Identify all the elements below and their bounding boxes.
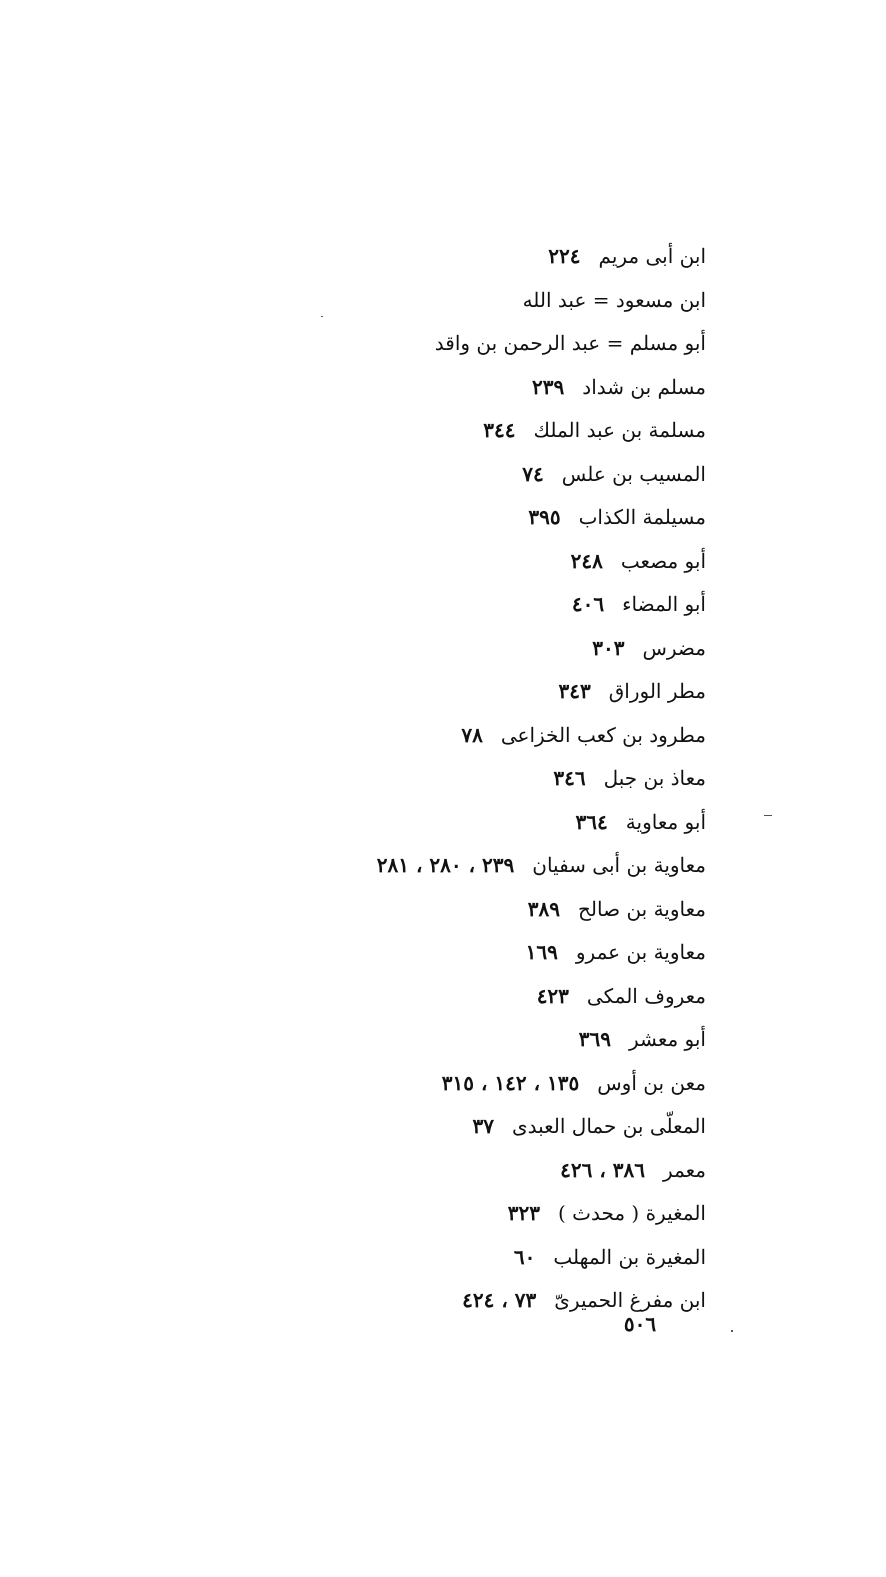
index-entry	[146, 322, 706, 366]
entry-pages: ٣٢٣	[507, 1201, 540, 1225]
entry-pages: ١٣٥ ، ١٤٢ ، ٣١٥	[441, 1070, 580, 1095]
index-entry	[146, 757, 706, 801]
entry-name: المغيرة ( محدث )	[557, 1201, 706, 1225]
entry-name: معاوية بن صالح	[578, 896, 706, 921]
entry-name: المعلّى بن حمال العبدى	[511, 1114, 706, 1138]
entry-name: معاوية بن أبى سفيان	[532, 853, 706, 877]
entry-name: مسيلمة الكذاب	[578, 505, 706, 529]
entry-name: مطر الوراق	[608, 679, 706, 703]
index-entry	[146, 583, 706, 627]
entry-pages: ٣٩٥	[528, 505, 561, 529]
scan-speck	[764, 815, 772, 816]
entry-name: المغيرة بن المهلب	[553, 1244, 706, 1269]
index-entry	[146, 1149, 706, 1193]
entry-name: ابن أبى مريم	[598, 244, 706, 268]
entry-name: ابن مسعود = عبد الله	[522, 287, 706, 312]
page-number: ٥٠٦	[623, 1312, 657, 1336]
index-entry	[146, 670, 706, 714]
index-entry	[146, 1062, 706, 1106]
entry-pages: ٢٢٤	[548, 244, 581, 268]
entry-pages: ٣٨٦ ، ٤٢٦	[560, 1157, 646, 1182]
entry-name: مضرس	[642, 635, 706, 660]
index-entry	[146, 540, 706, 584]
entry-name: أبو مصعب	[620, 548, 706, 573]
entry-pages: ٦٠	[513, 1244, 536, 1269]
index-entry	[146, 453, 706, 497]
index-entry	[146, 627, 706, 671]
index-entry	[146, 975, 706, 1019]
entry-name: أبو مسلم = عبد الرحمن بن واقد	[434, 331, 706, 355]
entry-name: أبو معشر	[628, 1027, 706, 1051]
index-entry	[146, 409, 706, 453]
entry-name: معن بن أوس	[597, 1070, 706, 1095]
entry-name: أبو معاوية	[625, 809, 706, 834]
scan-speck	[731, 1330, 733, 1332]
index-list	[146, 235, 706, 1323]
index-entry	[146, 714, 706, 758]
index-entry	[146, 1018, 706, 1062]
index-entry	[146, 496, 706, 540]
entry-pages: ٣٧	[472, 1114, 494, 1138]
index-entry	[146, 1192, 706, 1236]
entry-pages: ٢٣٩ ، ٢٨٠ ، ٢٨١	[376, 853, 515, 877]
entry-name: معروف المكى	[586, 983, 706, 1008]
index-entry	[146, 1236, 706, 1280]
entry-pages: ٣٤٤	[483, 418, 516, 442]
entry-name: مسلم بن شداد	[582, 374, 706, 399]
entry-name: ابن مفرغ الحميرىّ	[554, 1288, 706, 1312]
entry-pages: ٧٣ ، ٤٢٤	[462, 1288, 537, 1312]
index-entry	[146, 366, 706, 410]
entry-pages: ٤٠٦	[571, 592, 605, 616]
entry-name: معاذ بن جبل	[603, 766, 706, 790]
entry-name: المسيب بن علس	[561, 461, 706, 486]
entry-name: أبو المضاء	[622, 592, 706, 616]
index-entry	[146, 1105, 706, 1149]
entry-name: مسلمة بن عبد الملك	[533, 418, 706, 442]
entry-name: معاوية بن عمرو	[575, 940, 706, 964]
index-entry	[146, 888, 706, 932]
index-entry	[146, 931, 706, 975]
entry-pages: ٣٦٩	[578, 1027, 611, 1051]
entry-pages: ٣٠٣	[592, 635, 625, 660]
entry-pages: ٣٤٦	[553, 766, 586, 790]
entry-pages: ٤٢٣	[536, 983, 569, 1008]
index-entry	[146, 844, 706, 888]
scan-speck	[321, 316, 323, 317]
entry-name: معمر	[663, 1157, 706, 1182]
entry-pages: ٧٤	[522, 461, 544, 486]
entry-pages: ٣٨٩	[527, 896, 560, 921]
entry-pages: ٢٤٨	[570, 548, 603, 573]
index-entry	[146, 279, 706, 323]
entry-pages: ٣٦٤	[575, 809, 608, 834]
entry-name: مطرود بن كعب الخزاعى	[500, 722, 706, 747]
entry-pages: ٧٨	[461, 722, 483, 747]
entry-pages: ٣٤٣	[558, 679, 591, 703]
entry-pages: ٢٣٩	[532, 374, 565, 399]
index-entry	[146, 801, 706, 845]
index-entry	[146, 235, 706, 279]
entry-pages: ١٦٩	[525, 940, 558, 964]
